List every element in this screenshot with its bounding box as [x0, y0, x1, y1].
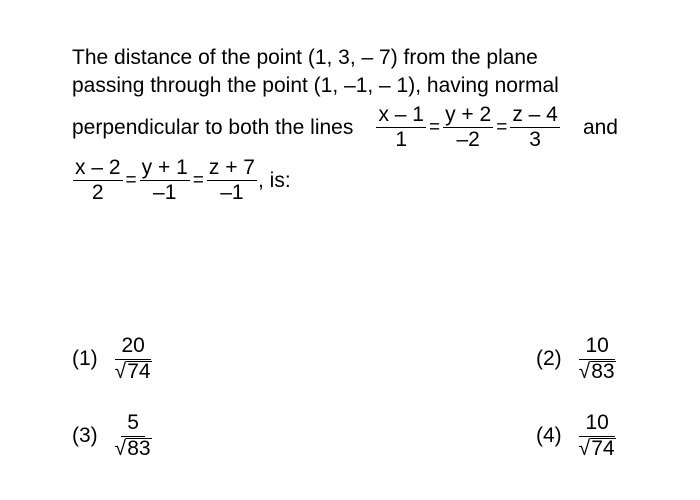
- option-2-radicand: 83: [591, 360, 615, 383]
- radical-sign: √: [114, 360, 127, 383]
- question-line-2-text: passing through the point (1, –1, – 1), having normal: [72, 74, 559, 97]
- equals-sign: =: [496, 116, 508, 138]
- option-2-numerator: 10: [579, 335, 614, 360]
- option-3[interactable]: [72, 412, 153, 460]
- option-2[interactable]: [536, 335, 617, 383]
- option-1-label: (1): [72, 347, 98, 370]
- option-4-label: (4): [536, 424, 562, 447]
- option-3-value: [115, 412, 152, 460]
- option-1-numerator: 20: [115, 335, 150, 360]
- line-b-z-numerator: z + 7: [208, 156, 255, 179]
- question-line-2: [72, 72, 618, 100]
- line-a-x-fraction: [376, 104, 426, 151]
- option-4-numerator: 10: [579, 412, 614, 437]
- equals-sign: =: [428, 116, 441, 138]
- question-line-3-suffix: and: [582, 115, 618, 139]
- line-a-y-denominator: –2: [456, 128, 480, 151]
- option-4[interactable]: [536, 412, 617, 460]
- line-b-z-denominator: –1: [220, 181, 244, 204]
- equals-sign: =: [192, 169, 204, 191]
- radical-sign: √: [578, 360, 591, 383]
- radical-sign: √: [114, 437, 127, 460]
- line-a-z-numerator: z – 4: [512, 103, 558, 126]
- question-line-1-text: The distance of the point (1, 3, – 7) from the plane: [72, 46, 538, 69]
- option-1-radicand: 74: [127, 360, 151, 383]
- line-b-y-numerator: y + 1: [141, 156, 188, 179]
- line-b-equation: [72, 157, 258, 204]
- option-1[interactable]: [72, 335, 153, 383]
- option-3-radicand: 83: [127, 437, 151, 460]
- option-4-denominator: [579, 437, 616, 460]
- option-3-label: (3): [72, 424, 98, 447]
- line-a-equation: [375, 104, 560, 151]
- question-line-4: [72, 157, 618, 204]
- option-4-value: [579, 412, 616, 460]
- option-1-denominator: [115, 360, 152, 383]
- line-b-x-denominator: 2: [91, 181, 104, 204]
- question-line-1: [72, 44, 618, 72]
- question-line-4-suffix: , is:: [258, 168, 291, 192]
- question-line-3-text: perpendicular to both the lines: [72, 115, 354, 139]
- line-b-x-fraction: [73, 157, 123, 204]
- option-2-value: [579, 335, 616, 383]
- line-a-x-denominator: 1: [395, 128, 408, 151]
- line-b-y-denominator: –1: [153, 181, 177, 204]
- question-line-3: [72, 104, 618, 151]
- line-a-y-numerator: y + 2: [445, 103, 492, 126]
- question-text: [72, 44, 618, 204]
- option-3-numerator: 5: [121, 412, 145, 437]
- equals-sign: =: [125, 169, 137, 191]
- option-2-label: (2): [536, 347, 562, 370]
- line-a-y-fraction: [443, 104, 493, 151]
- option-4-radicand: 74: [591, 437, 615, 460]
- option-1-value: [115, 335, 152, 383]
- option-2-denominator: [579, 360, 616, 383]
- radical-sign: √: [578, 437, 591, 460]
- option-3-denominator: [115, 437, 152, 460]
- line-a-z-denominator: 3: [529, 128, 541, 151]
- line-b-x-numerator: x – 2: [75, 156, 121, 179]
- line-a-z-fraction: [510, 104, 560, 151]
- line-a-x-numerator: x – 1: [378, 103, 424, 126]
- line-b-z-fraction: [207, 157, 257, 204]
- line-b-y-fraction: [140, 157, 190, 204]
